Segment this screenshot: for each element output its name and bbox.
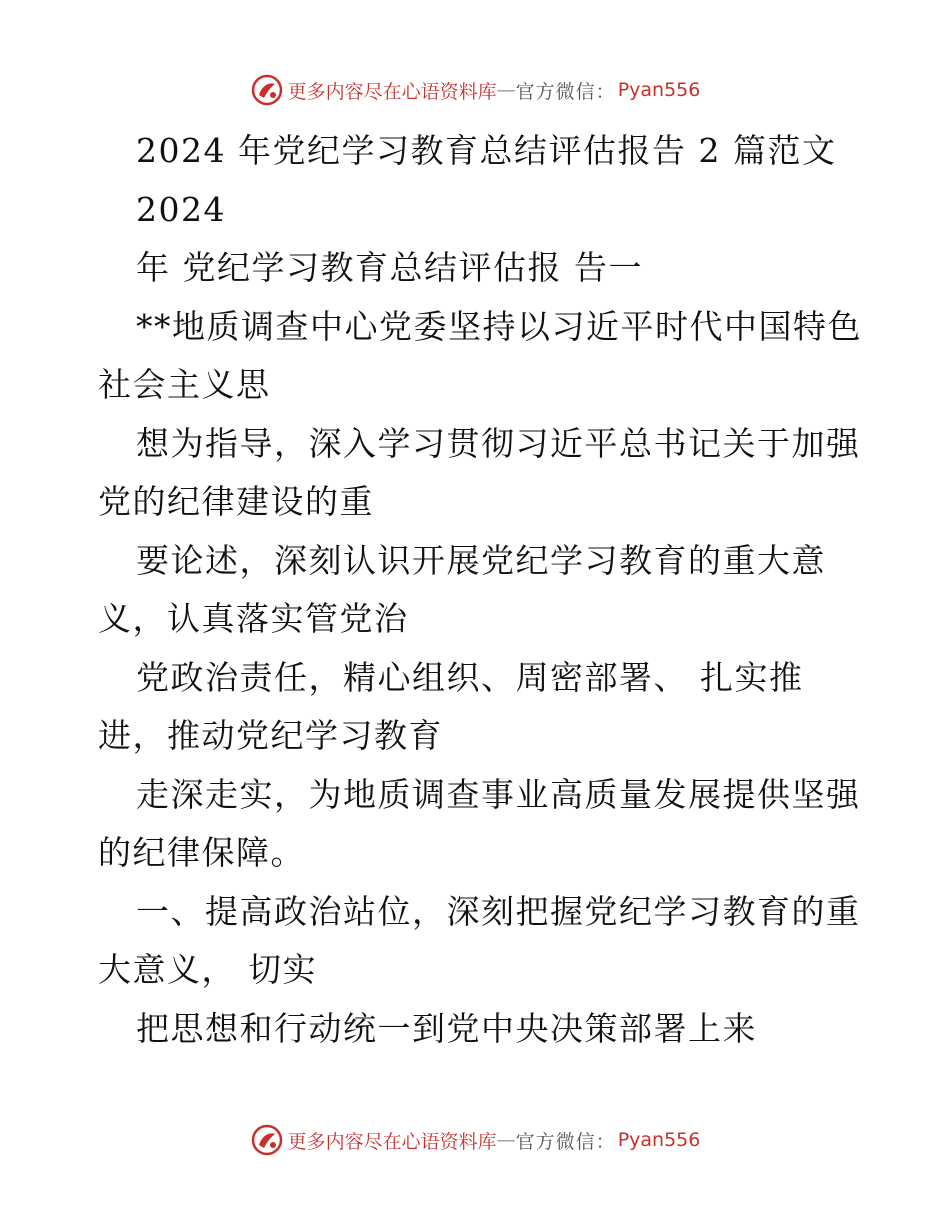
text-line: 一、提高政治站位，深刻把握党纪学习教育的重 xyxy=(136,891,861,931)
text-line: 党的纪律建设的重 xyxy=(98,482,374,521)
watermark-brand: 更多内容尽在心语资料库 xyxy=(287,1130,497,1153)
text-line: 要论述，深刻认识开展党纪学习教育的重大意 xyxy=(136,540,826,580)
logo-icon xyxy=(250,73,284,107)
text-line: 的纪律保障。 xyxy=(98,833,305,872)
text-line: 想为指导，深入学习贯彻习近平总书记关于加强 xyxy=(136,423,861,463)
watermark-id: Pyan556 xyxy=(617,1129,701,1151)
watermark-separator: — xyxy=(496,1129,516,1151)
text-line: 义，认真落实管党治 xyxy=(98,599,409,638)
text-line: **地质调查中心党委坚持以习近平时代中国特色 xyxy=(136,306,862,346)
text-line: 走深走实，为地质调查事业高质量发展提供坚强 xyxy=(136,774,861,814)
watermark-contact: 官方微信： xyxy=(515,80,616,103)
text-line: 2024 xyxy=(136,189,226,229)
watermark-contact: 官方微信： xyxy=(515,1130,616,1153)
document-body xyxy=(98,122,862,1058)
text-line: 党政治责任，精心组织、周密部署、 扎实推 xyxy=(136,657,804,697)
header-watermark xyxy=(0,70,950,110)
watermark-brand: 更多内容尽在心语资料库 xyxy=(287,80,497,103)
text-line: 年 党纪学习教育总结评估报 告一 xyxy=(136,248,643,287)
text-line: 把思想和行动统一到党中央决策部署上来 xyxy=(136,1008,757,1048)
watermark-id: Pyan556 xyxy=(617,79,701,101)
text-line: 大意义， 切实 xyxy=(98,950,317,989)
text-line: 进，推动党纪学习教育 xyxy=(98,716,443,755)
footer-watermark xyxy=(0,1120,950,1160)
watermark-separator: — xyxy=(496,79,516,101)
text-line: 社会主义思 xyxy=(98,365,271,404)
text-line: 2024 年党纪学习教育总结评估报告 2 篇范文 xyxy=(136,131,837,170)
logo-icon xyxy=(250,1123,284,1157)
